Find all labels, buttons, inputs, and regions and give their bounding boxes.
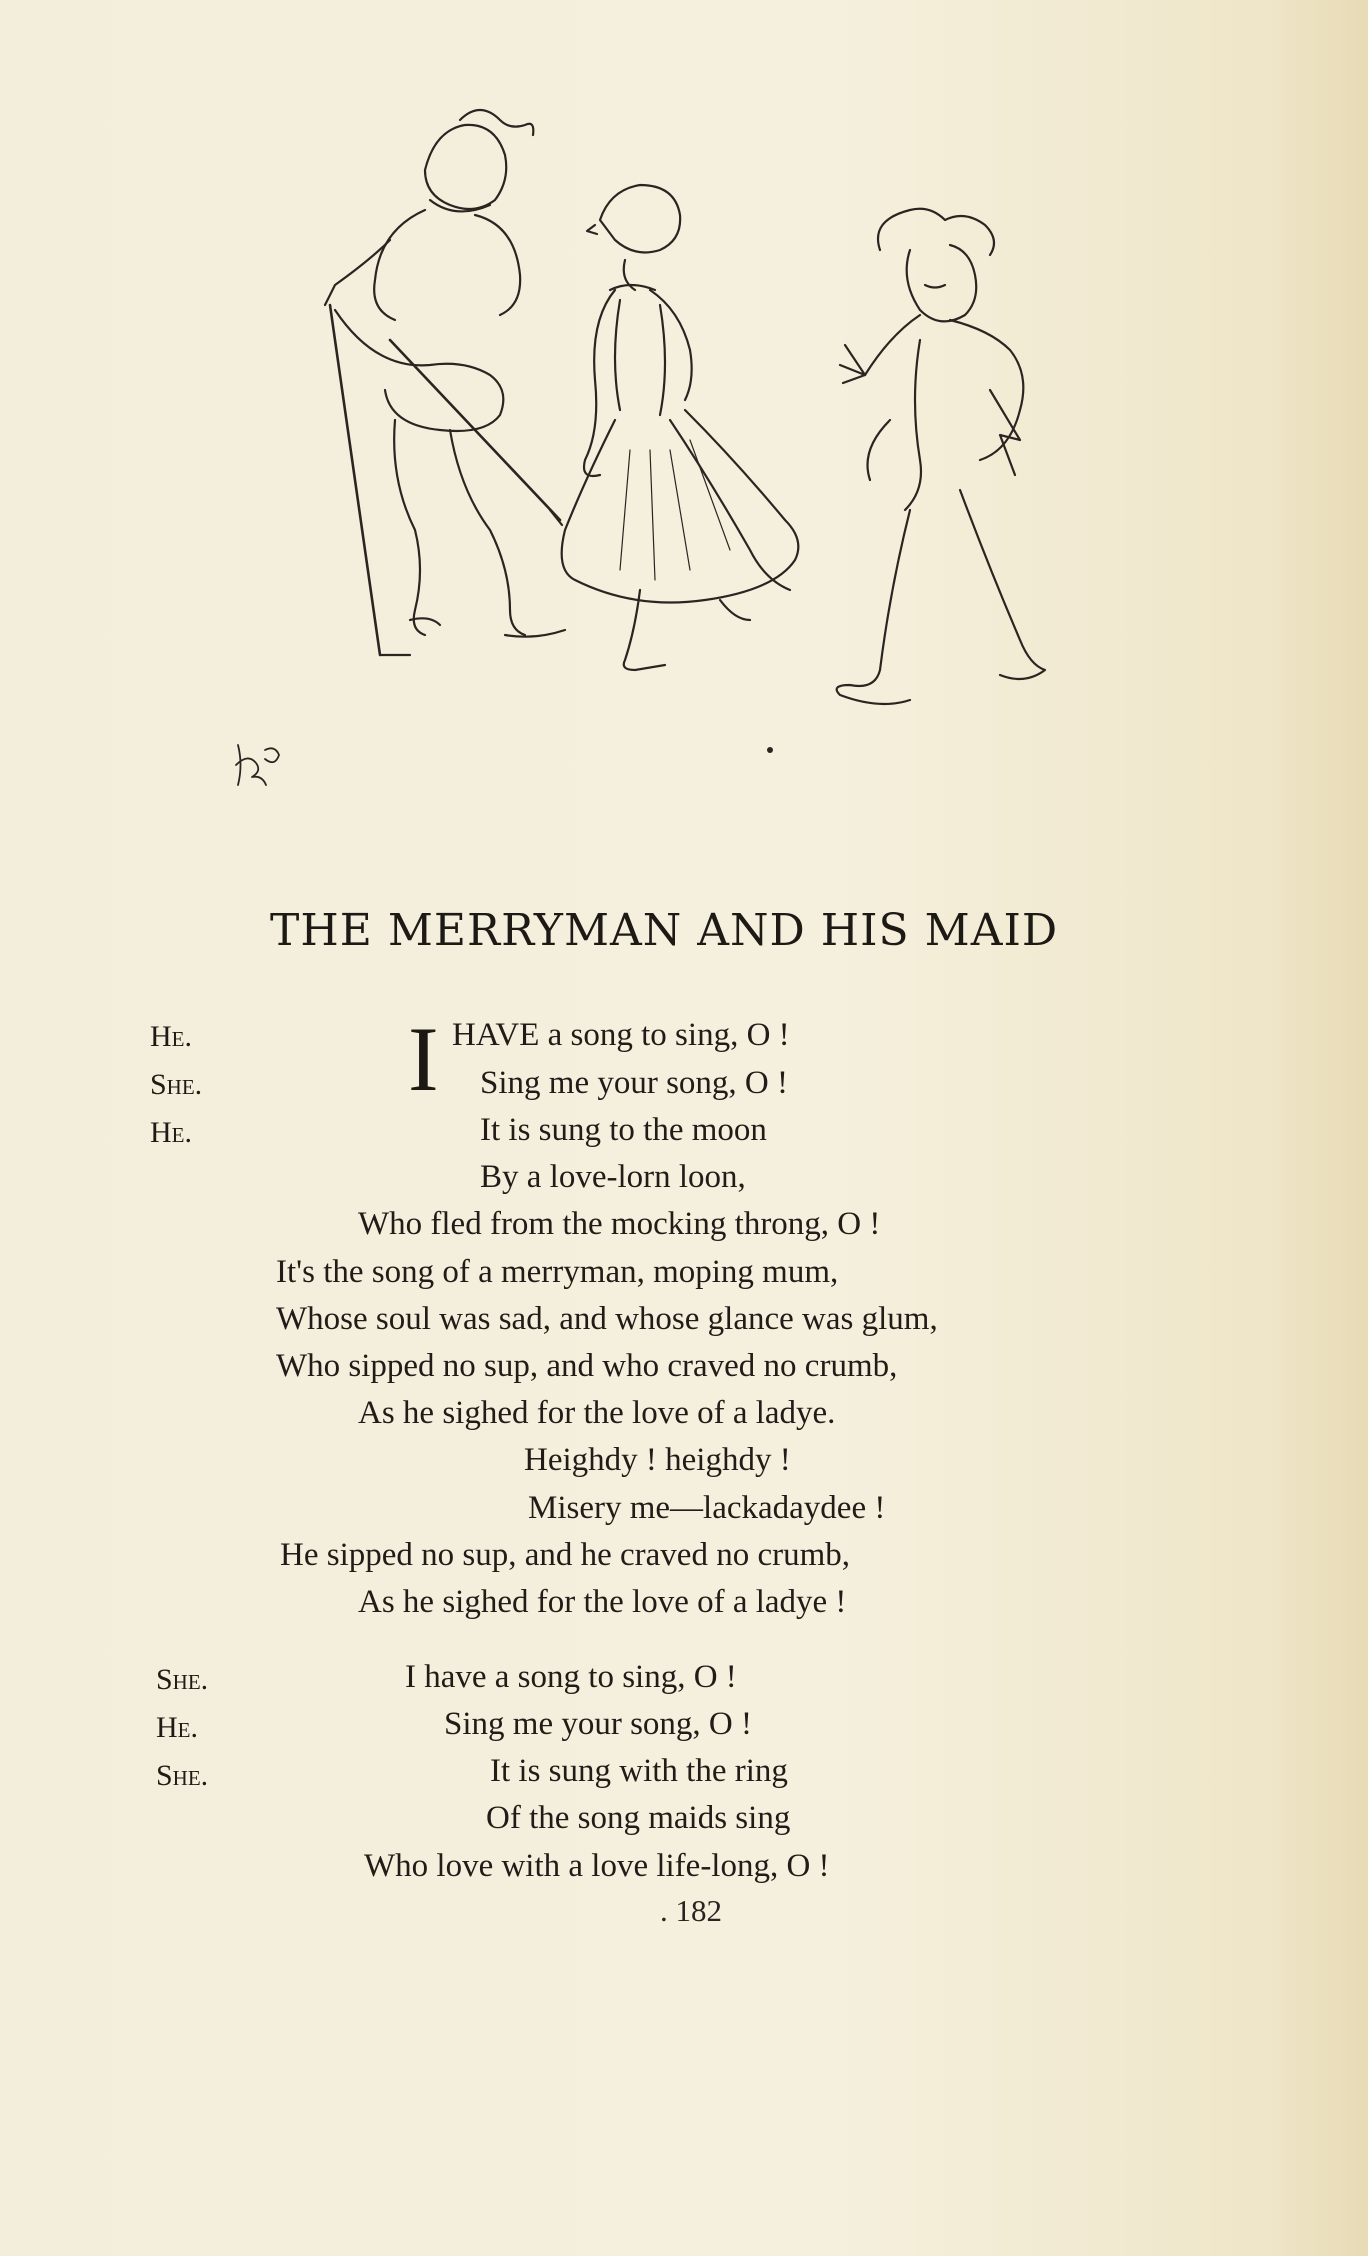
poem-line: HAVE a song to sing, O !: [452, 1017, 790, 1053]
speaker-label: She.: [156, 1759, 209, 1792]
jester-figure: [837, 209, 1045, 704]
poem-line: By a love-lorn loon,: [480, 1159, 746, 1195]
poem-line: Who love with a love life-long, O !: [364, 1848, 830, 1884]
poem-line: As he sighed for the love of a ladye !: [358, 1584, 847, 1620]
poem-line: He sipped no sup, and he craved no crumb,: [280, 1537, 851, 1573]
poem-line: Misery me—lackadaydee !: [528, 1490, 886, 1526]
poem-line: I have a song to sing, O !: [405, 1659, 737, 1695]
merryman-figure: [325, 110, 565, 655]
page-number: . 182: [660, 1893, 722, 1928]
speaker-label: She.: [156, 1663, 209, 1696]
illustration: [220, 90, 1200, 810]
artist-monogram: [236, 745, 279, 785]
poem-line: Who fled from the mocking throng, O !: [358, 1206, 881, 1242]
poem-line: Heighdy ! heighdy !: [524, 1442, 791, 1478]
speaker-label: He.: [150, 1020, 192, 1053]
poem-line: It's the song of a merryman, moping mum,: [276, 1254, 839, 1290]
speaker-label: He.: [150, 1116, 192, 1149]
poem-title: THE MERRYMAN AND HIS MAID: [270, 905, 1059, 956]
poem-line: As he sighed for the love of a ladye.: [358, 1395, 836, 1431]
speaker-label: She.: [150, 1068, 203, 1101]
poem-line: Whose soul was sad, and whose glance was glum,: [276, 1301, 938, 1337]
poem-line: Of the song maids sing: [486, 1800, 791, 1836]
poem-line: Sing me your song, O !: [480, 1065, 788, 1101]
poem-line: It is sung with the ring: [490, 1753, 788, 1789]
maid-figure: [562, 185, 799, 670]
poem-line: It is sung to the moon: [480, 1112, 767, 1148]
drop-cap: I: [408, 1008, 439, 1110]
poem-line: Sing me your song, O !: [444, 1706, 752, 1742]
speaker-label: He.: [156, 1711, 198, 1744]
poem-line: Who sipped no sup, and who craved no crumb,: [276, 1348, 898, 1384]
